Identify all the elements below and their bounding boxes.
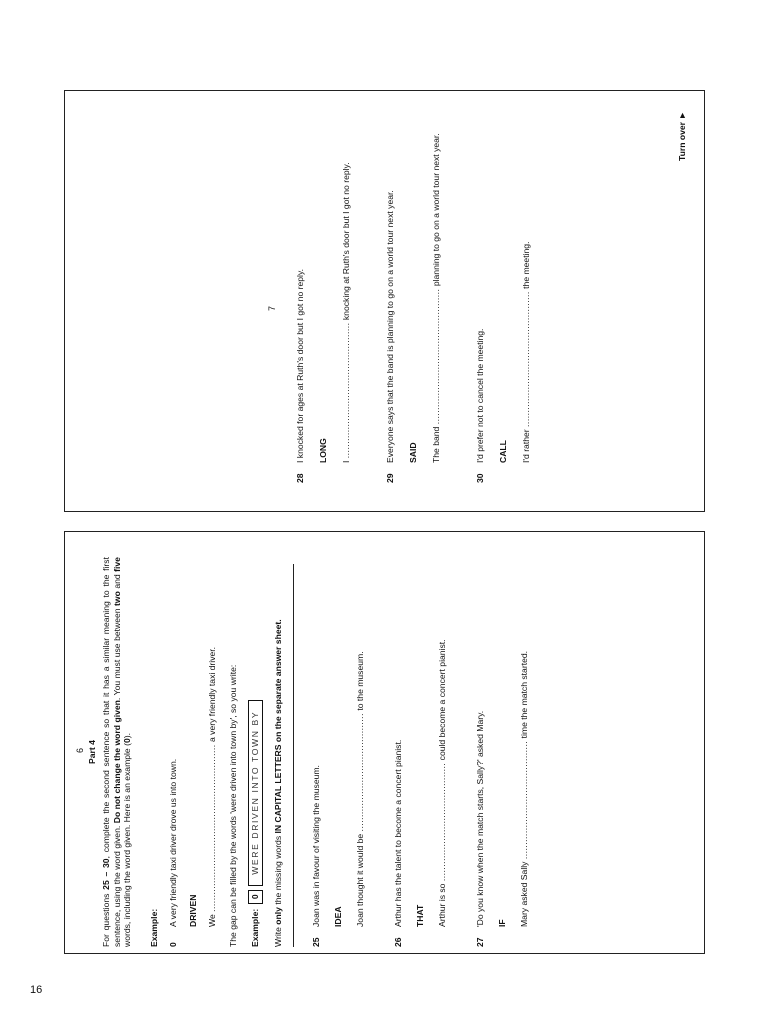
intro-text: and: [111, 571, 122, 592]
question-sentence: Joan was in favour of visiting the museum.: [311, 765, 321, 927]
question-sentence: I knocked for ages at Ruth's door but I got no reply.: [295, 269, 305, 463]
question-number: 27: [475, 937, 485, 947]
example-label: Example:: [250, 908, 261, 947]
example-label: Example:: [149, 908, 159, 947]
page-7-panel: [64, 90, 705, 512]
question-25: [311, 765, 322, 947]
intro-text: , complete the second sentence so that it has a similar meaning to the first sentence, using the word given.: [101, 557, 122, 947]
key-word-call: CALL: [498, 440, 508, 463]
key-word-that: THAT: [415, 904, 425, 927]
question-sentence: Arthur has the talent to become a concert pianist.: [393, 739, 403, 927]
answer-line-30: [521, 242, 532, 463]
answer-gap-25[interactable]: .........................................: [355, 713, 365, 832]
intro-text: ).: [121, 733, 132, 739]
page-6-panel: [64, 531, 705, 954]
page-number-6: 6: [75, 747, 85, 753]
answer-line-29: [431, 133, 442, 463]
intro-emphasis: five: [111, 557, 122, 572]
question-sentence: Everyone says that the band is planning to go on a world tour next year.: [385, 190, 395, 463]
gap-start: Mary asked Sally: [519, 861, 529, 927]
answer-line-26: [437, 639, 448, 927]
part-title: Part 4: [87, 740, 97, 764]
answer-line-27: [519, 651, 530, 927]
instruction-emphasis: only: [273, 907, 283, 925]
answer-gap-30[interactable]: ...............................................: [521, 291, 531, 427]
key-word-said: SAID: [408, 442, 418, 463]
question-number: 29: [385, 473, 395, 483]
intro-emphasis: two: [111, 591, 122, 606]
question-number: 25: [311, 937, 321, 947]
question-sentence: I'd prefer not to cancel the meeting.: [475, 328, 485, 463]
question-30: [475, 329, 486, 483]
answer-gap-26[interactable]: .........................................: [437, 762, 447, 882]
divider-line: [293, 564, 294, 947]
example-gap: ..........................................................: [207, 744, 217, 912]
question-29: [385, 190, 396, 483]
answer-line-28: [341, 162, 352, 463]
question-number: 26: [393, 937, 403, 947]
answer-gap-27[interactable]: .........................................: [519, 740, 529, 860]
intro-emphasis: Do not change the word given: [111, 700, 122, 824]
gap-start: We: [207, 914, 217, 927]
intro-text: words, including the word given. Here is an example (: [121, 743, 132, 947]
answer-line-25: [355, 651, 366, 927]
gap-end: could become a concert pianist.: [437, 639, 447, 761]
instruction-text: Write: [273, 924, 283, 947]
page-7-content: [65, 91, 706, 513]
gap-end: to the museum.: [355, 651, 365, 711]
intro-text: For questions: [101, 889, 112, 947]
example-question: [168, 759, 179, 947]
footer-page-number: 16: [30, 984, 43, 996]
example-answer-box: WERE DRIVEN INTO TOWN BY: [248, 700, 263, 886]
answer-gap-28[interactable]: ...............................................: [341, 322, 351, 459]
instructions-paragraph: [87, 557, 132, 947]
intro-range: 25 – 30: [101, 858, 112, 890]
question-27: [475, 711, 486, 947]
gap-end: knocking at Ruth's door but I got no reply.: [341, 162, 351, 321]
question-number: 0: [168, 942, 178, 947]
gap-start: I'd rather: [521, 429, 531, 463]
turn-over: Turn over ►: [677, 111, 687, 161]
gap-end: the meeting.: [521, 241, 531, 289]
example-number-box: 0: [248, 890, 263, 904]
instruction-emphasis: IN CAPITAL LETTERS on the separate answer sheet.: [273, 619, 283, 834]
key-word-if: IF: [497, 919, 507, 927]
key-word-long: LONG: [318, 438, 328, 463]
page-6-content: [65, 532, 706, 955]
example-answer-row: [248, 700, 263, 947]
intro-text: . You must use between: [111, 605, 122, 701]
gap-end: a very friendly taxi driver.: [207, 646, 217, 742]
gap-note: The gap can be filled by the words 'were driven into town by', so you write:: [228, 664, 238, 947]
answer-gap-29[interactable]: ...............................................: [431, 288, 441, 425]
instruction-text: the missing words: [273, 833, 283, 908]
gap-start: The band: [431, 426, 441, 463]
gap-start: Arthur is so: [437, 883, 447, 927]
question-number: 30: [475, 473, 485, 483]
question-sentence: A very friendly taxi driver drove us into town.: [168, 758, 178, 927]
gap-end: time the match started.: [519, 650, 529, 739]
gap-start: Joan thought it would be: [355, 833, 365, 927]
question-sentence: 'Do you know when the match starts, Sally?' asked Mary.: [475, 710, 485, 927]
question-number: 28: [295, 473, 305, 483]
answer-sheet-instruction: [273, 619, 284, 947]
key-word-driven: DRIVEN: [188, 894, 198, 927]
question-26: [393, 740, 404, 947]
gap-start: I: [341, 460, 351, 463]
intro-emphasis: 0: [121, 738, 132, 744]
question-28: [295, 269, 306, 483]
page-number-7: 7: [267, 305, 277, 311]
key-word-idea: IDEA: [333, 906, 343, 927]
example-answer-line: [207, 647, 218, 927]
gap-end: planning to go on a world tour next year.: [431, 133, 441, 287]
